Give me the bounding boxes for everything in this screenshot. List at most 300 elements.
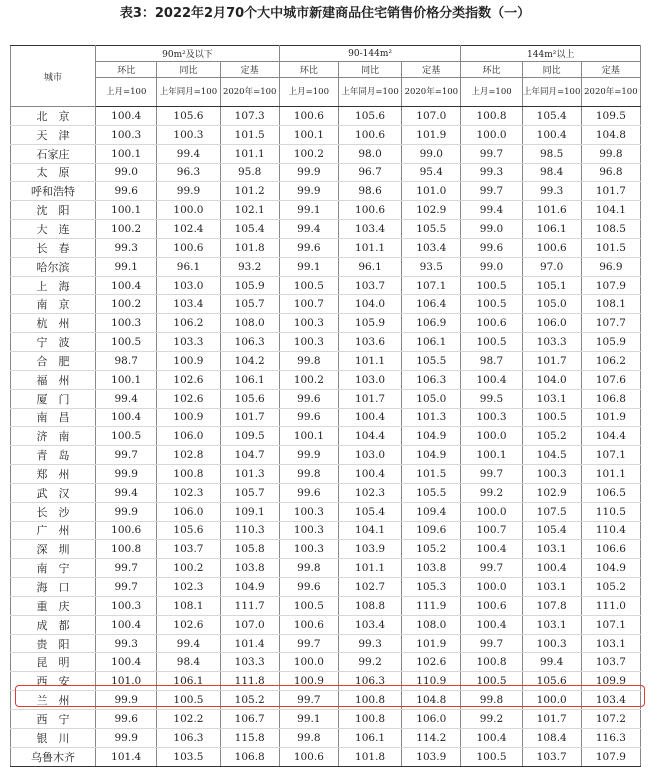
city-name: 杭 州: [11, 314, 96, 333]
index-value: 99.6: [96, 182, 157, 201]
city-name: 北 京: [11, 107, 96, 126]
city-name: 长 沙: [11, 502, 96, 521]
table-row: [11, 238, 641, 257]
index-value: 102.6: [402, 653, 461, 672]
base-header: 上月=100: [279, 78, 338, 107]
table-row: [11, 370, 641, 389]
index-value: 102.7: [338, 578, 401, 597]
index-value: 100.1: [461, 446, 522, 465]
index-value: 101.6: [522, 201, 581, 220]
index-value: 100.3: [279, 521, 338, 540]
index-value: 100.3: [279, 502, 338, 521]
index-value: 106.0: [522, 314, 581, 333]
index-value: 100.0: [461, 125, 522, 144]
index-value: 114.2: [402, 728, 461, 747]
city-name: 郑 州: [11, 465, 96, 484]
index-value: 104.0: [522, 370, 581, 389]
index-value: 96.8: [581, 163, 640, 182]
index-value: 100.4: [461, 728, 522, 747]
index-value: 98.5: [522, 144, 581, 163]
group-header-small: 90m²及以下: [96, 46, 280, 62]
index-value: 99.6: [279, 238, 338, 257]
index-value: 107.2: [581, 710, 640, 729]
index-value: 100.2: [96, 295, 157, 314]
index-value: 101.5: [581, 238, 640, 257]
index-value: 101.7: [522, 351, 581, 370]
table-row: [11, 615, 641, 634]
index-value: 101.1: [581, 465, 640, 484]
index-value: 103.6: [338, 333, 401, 352]
index-value: 106.5: [581, 483, 640, 502]
table-row: [11, 710, 641, 729]
metric-header: 环比: [461, 62, 522, 78]
city-name: 乌鲁木齐: [11, 747, 96, 766]
index-value: 103.1: [522, 389, 581, 408]
city-name: 济 南: [11, 427, 96, 446]
index-value: 101.8: [220, 238, 279, 257]
index-value: 106.1: [157, 672, 220, 691]
index-value: 105.0: [402, 389, 461, 408]
index-value: 99.2: [461, 710, 522, 729]
index-value: 105.6: [338, 107, 401, 126]
index-value: 99.8: [279, 559, 338, 578]
index-value: 105.6: [157, 107, 220, 126]
index-value: 100.9: [279, 672, 338, 691]
city-name: 银 川: [11, 728, 96, 747]
table-row: [11, 653, 641, 672]
index-value: 99.0: [461, 220, 522, 239]
table-row: [11, 483, 641, 502]
table-row: [11, 276, 641, 295]
index-value: 103.4: [157, 295, 220, 314]
index-value: 103.5: [157, 747, 220, 766]
index-value: 101.2: [220, 182, 279, 201]
city-name: 呼和浩特: [11, 182, 96, 201]
city-name: 成 都: [11, 615, 96, 634]
index-value: 99.0: [402, 144, 461, 163]
index-value: 99.8: [279, 465, 338, 484]
index-value: 100.6: [96, 521, 157, 540]
table-row: [11, 596, 641, 615]
city-name: 兰 州: [11, 691, 96, 710]
index-value: 99.6: [279, 389, 338, 408]
index-value: 100.6: [461, 596, 522, 615]
index-value: 103.1: [522, 578, 581, 597]
index-value: 100.5: [461, 295, 522, 314]
index-value: 100.4: [96, 408, 157, 427]
index-value: 105.4: [522, 107, 581, 126]
table-row: [11, 521, 641, 540]
index-value: 100.1: [96, 201, 157, 220]
index-value: 101.4: [96, 747, 157, 766]
index-value: 98.4: [522, 163, 581, 182]
index-value: 99.8: [279, 351, 338, 370]
table-row: [11, 446, 641, 465]
index-value: 99.8: [279, 728, 338, 747]
index-value: 105.5: [402, 351, 461, 370]
index-value: 99.9: [96, 502, 157, 521]
index-value: 101.3: [220, 465, 279, 484]
index-value: 108.8: [338, 596, 401, 615]
index-value: 104.5: [522, 446, 581, 465]
index-value: 104.9: [220, 578, 279, 597]
index-value: 106.3: [157, 728, 220, 747]
index-value: 100.3: [461, 408, 522, 427]
index-value: 105.7: [220, 483, 279, 502]
index-value: 106.1: [220, 370, 279, 389]
index-value: 100.0: [461, 502, 522, 521]
table-row: [11, 163, 641, 182]
index-value: 108.1: [157, 596, 220, 615]
city-name: 南 京: [11, 295, 96, 314]
index-value: 100.6: [157, 238, 220, 257]
index-value: 103.9: [338, 540, 401, 559]
index-value: 103.7: [581, 653, 640, 672]
base-header: 2020年=100: [581, 78, 640, 107]
city-name: 太 原: [11, 163, 96, 182]
index-value: 100.7: [461, 521, 522, 540]
index-value: 100.8: [338, 691, 401, 710]
index-value: 99.4: [157, 144, 220, 163]
index-value: 104.8: [402, 691, 461, 710]
table-row: [11, 125, 641, 144]
city-name: 合 肥: [11, 351, 96, 370]
index-value: 107.3: [220, 107, 279, 126]
index-value: 100.5: [461, 672, 522, 691]
city-name: 广 州: [11, 521, 96, 540]
index-value: 106.3: [338, 672, 401, 691]
table-row: [11, 389, 641, 408]
index-value: 103.7: [157, 540, 220, 559]
index-value: 100.4: [96, 653, 157, 672]
index-value: 99.7: [461, 465, 522, 484]
index-value: 99.3: [96, 238, 157, 257]
index-value: 100.5: [461, 333, 522, 352]
index-value: 107.5: [522, 502, 581, 521]
index-value: 108.4: [522, 728, 581, 747]
index-value: 103.0: [338, 446, 401, 465]
index-value: 100.4: [338, 408, 401, 427]
index-value: 102.9: [402, 201, 461, 220]
index-value: 100.6: [461, 314, 522, 333]
index-value: 100.9: [157, 408, 220, 427]
index-value: 102.6: [157, 389, 220, 408]
index-value: 105.9: [220, 276, 279, 295]
index-value: 93.2: [220, 257, 279, 276]
index-value: 100.3: [279, 314, 338, 333]
index-value: 100.0: [157, 201, 220, 220]
index-value: 100.5: [279, 276, 338, 295]
index-value: 100.1: [279, 125, 338, 144]
price-index-table: [10, 45, 641, 767]
index-value: 108.1: [581, 295, 640, 314]
index-value: 99.9: [96, 691, 157, 710]
index-value: 111.8: [220, 672, 279, 691]
index-value: 99.1: [96, 257, 157, 276]
index-value: 99.3: [522, 182, 581, 201]
metric-header: 同比: [157, 62, 220, 78]
index-value: 101.7: [581, 182, 640, 201]
index-value: 99.6: [279, 578, 338, 597]
index-value: 99.4: [96, 389, 157, 408]
group-header-large: 144m²以上: [461, 46, 641, 62]
city-name: 天 津: [11, 125, 96, 144]
index-value: 99.1: [279, 257, 338, 276]
index-value: 102.3: [157, 483, 220, 502]
index-value: 100.3: [157, 125, 220, 144]
index-value: 99.6: [461, 238, 522, 257]
index-value: 100.1: [96, 144, 157, 163]
index-value: 99.3: [96, 634, 157, 653]
index-value: 99.4: [157, 634, 220, 653]
index-value: 99.4: [96, 483, 157, 502]
index-value: 105.2: [581, 578, 640, 597]
index-value: 100.5: [461, 747, 522, 766]
index-value: 105.4: [338, 502, 401, 521]
index-value: 96.1: [338, 257, 401, 276]
index-value: 99.9: [96, 465, 157, 484]
index-value: 107.7: [581, 314, 640, 333]
index-value: 99.9: [279, 446, 338, 465]
index-value: 98.0: [338, 144, 401, 163]
index-value: 104.7: [220, 446, 279, 465]
index-value: 106.1: [338, 728, 401, 747]
index-value: 96.9: [581, 257, 640, 276]
index-value: 100.9: [157, 351, 220, 370]
index-value: 104.0: [338, 295, 401, 314]
city-name: 宁 波: [11, 333, 96, 352]
index-value: 105.5: [402, 483, 461, 502]
index-value: 99.9: [279, 163, 338, 182]
index-value: 100.1: [279, 427, 338, 446]
index-value: 102.8: [157, 446, 220, 465]
table-row: [11, 295, 641, 314]
index-value: 103.1: [522, 540, 581, 559]
index-value: 105.2: [220, 691, 279, 710]
index-value: 109.5: [581, 107, 640, 126]
index-value: 99.9: [96, 728, 157, 747]
index-value: 107.6: [581, 370, 640, 389]
index-value: 106.1: [402, 333, 461, 352]
base-header-row: [11, 78, 641, 107]
index-value: 96.1: [157, 257, 220, 276]
index-value: 108.0: [220, 314, 279, 333]
index-value: 99.2: [461, 483, 522, 502]
base-header: 2020年=100: [220, 78, 279, 107]
index-value: 106.2: [157, 314, 220, 333]
index-value: 100.2: [279, 370, 338, 389]
table-row: [11, 728, 641, 747]
index-value: 99.4: [279, 220, 338, 239]
index-value: 105.6: [157, 521, 220, 540]
city-name: 西 安: [11, 672, 96, 691]
metric-header: 定基: [581, 62, 640, 78]
index-value: 105.9: [338, 314, 401, 333]
base-header: 2020年=100: [402, 78, 461, 107]
index-value: 107.0: [402, 107, 461, 126]
city-name: 武 汉: [11, 483, 96, 502]
city-name: 长 春: [11, 238, 96, 257]
city-name: 上 海: [11, 276, 96, 295]
table-row: [11, 672, 641, 691]
index-value: 111.9: [402, 596, 461, 615]
index-value: 99.3: [461, 163, 522, 182]
index-value: 100.3: [96, 125, 157, 144]
index-value: 99.1: [279, 201, 338, 220]
index-value: 103.8: [402, 559, 461, 578]
city-name: 重 庆: [11, 596, 96, 615]
table-row: [11, 201, 641, 220]
index-value: 115.8: [220, 728, 279, 747]
index-value: 99.7: [461, 634, 522, 653]
index-value: 99.0: [461, 257, 522, 276]
index-value: 101.5: [402, 465, 461, 484]
index-value: 101.9: [402, 634, 461, 653]
index-value: 105.7: [220, 295, 279, 314]
index-value: 99.7: [96, 446, 157, 465]
index-value: 97.0: [522, 257, 581, 276]
index-value: 100.5: [96, 427, 157, 446]
index-value: 100.8: [461, 653, 522, 672]
index-value: 100.6: [522, 238, 581, 257]
city-name: 青 岛: [11, 446, 96, 465]
index-value: 101.1: [338, 559, 401, 578]
index-value: 99.9: [279, 182, 338, 201]
index-value: 100.3: [96, 596, 157, 615]
index-value: 103.4: [402, 238, 461, 257]
city-column-header: 城市: [11, 46, 96, 107]
index-value: 99.1: [279, 710, 338, 729]
index-value: 103.0: [338, 370, 401, 389]
index-value: 110.3: [220, 521, 279, 540]
index-value: 103.3: [522, 333, 581, 352]
index-value: 105.6: [522, 672, 581, 691]
metric-header: 同比: [338, 62, 401, 78]
index-value: 100.0: [522, 691, 581, 710]
city-name: 昆 明: [11, 653, 96, 672]
table-body: [11, 107, 641, 767]
city-name: 福 州: [11, 370, 96, 389]
table-row: [11, 427, 641, 446]
index-value: 110.5: [581, 502, 640, 521]
metric-header: 同比: [522, 62, 581, 78]
index-value: 109.1: [220, 502, 279, 521]
index-value: 93.5: [402, 257, 461, 276]
index-value: 101.4: [220, 634, 279, 653]
index-value: 102.4: [157, 220, 220, 239]
index-value: 107.1: [581, 615, 640, 634]
table-row: [11, 634, 641, 653]
index-value: 101.1: [338, 238, 401, 257]
base-header: 上年同月=100: [522, 78, 581, 107]
table-title: 表3：2022年2月70个大中城市新建商品住宅销售价格分类指数（一）: [119, 6, 531, 21]
index-value: 109.6: [402, 521, 461, 540]
index-value: 99.4: [461, 201, 522, 220]
index-value: 105.5: [402, 220, 461, 239]
index-value: 105.8: [220, 540, 279, 559]
city-name: 厦 门: [11, 389, 96, 408]
index-value: 100.3: [522, 465, 581, 484]
table-row: [11, 559, 641, 578]
index-value: 107.8: [522, 596, 581, 615]
table-row: [11, 144, 641, 163]
index-value: 99.6: [279, 483, 338, 502]
index-value: 100.6: [279, 747, 338, 766]
index-value: 105.2: [522, 427, 581, 446]
index-value: 106.7: [220, 710, 279, 729]
index-value: 99.9: [157, 182, 220, 201]
index-value: 99.2: [338, 653, 401, 672]
index-value: 110.9: [402, 672, 461, 691]
index-value: 106.0: [157, 502, 220, 521]
index-value: 99.7: [96, 578, 157, 597]
index-value: 104.4: [338, 427, 401, 446]
index-value: 100.3: [96, 314, 157, 333]
index-value: 105.6: [220, 389, 279, 408]
index-value: 99.7: [461, 559, 522, 578]
index-value: 99.3: [338, 634, 401, 653]
index-value: 105.3: [402, 578, 461, 597]
index-value: 99.7: [461, 144, 522, 163]
index-value: 104.1: [581, 201, 640, 220]
index-value: 106.0: [402, 710, 461, 729]
index-value: 100.6: [279, 615, 338, 634]
table-row: [11, 465, 641, 484]
index-value: 96.3: [157, 163, 220, 182]
index-value: 99.7: [461, 182, 522, 201]
index-value: 100.3: [279, 540, 338, 559]
index-value: 103.4: [338, 615, 401, 634]
index-value: 105.0: [522, 295, 581, 314]
index-value: 100.4: [522, 125, 581, 144]
table-row: [11, 220, 641, 239]
index-value: 98.7: [461, 351, 522, 370]
index-value: 108.5: [581, 220, 640, 239]
index-value: 111.0: [581, 596, 640, 615]
index-value: 105.9: [581, 333, 640, 352]
index-value: 107.0: [220, 615, 279, 634]
index-value: 101.3: [402, 408, 461, 427]
index-value: 104.1: [338, 521, 401, 540]
index-value: 106.0: [157, 427, 220, 446]
index-value: 100.8: [157, 465, 220, 484]
index-value: 106.1: [522, 220, 581, 239]
index-value: 100.4: [461, 540, 522, 559]
city-name: 南 昌: [11, 408, 96, 427]
metric-header: 定基: [402, 62, 461, 78]
city-name: 石家庄: [11, 144, 96, 163]
index-value: 99.0: [96, 163, 157, 182]
index-value: 101.0: [402, 182, 461, 201]
city-name: 沈 阳: [11, 201, 96, 220]
index-value: 100.5: [96, 333, 157, 352]
index-value: 100.6: [338, 125, 401, 144]
index-value: 100.3: [279, 333, 338, 352]
index-value: 105.4: [522, 521, 581, 540]
index-value: 100.2: [279, 144, 338, 163]
index-value: 111.7: [220, 596, 279, 615]
index-value: 99.6: [279, 408, 338, 427]
table-row: [11, 540, 641, 559]
index-value: 99.7: [96, 559, 157, 578]
index-value: 98.6: [338, 182, 401, 201]
index-value: 103.1: [581, 634, 640, 653]
index-value: 106.9: [402, 314, 461, 333]
table-row: [11, 578, 641, 597]
city-name: 南 宁: [11, 559, 96, 578]
index-value: 105.1: [522, 276, 581, 295]
index-value: 100.2: [157, 559, 220, 578]
